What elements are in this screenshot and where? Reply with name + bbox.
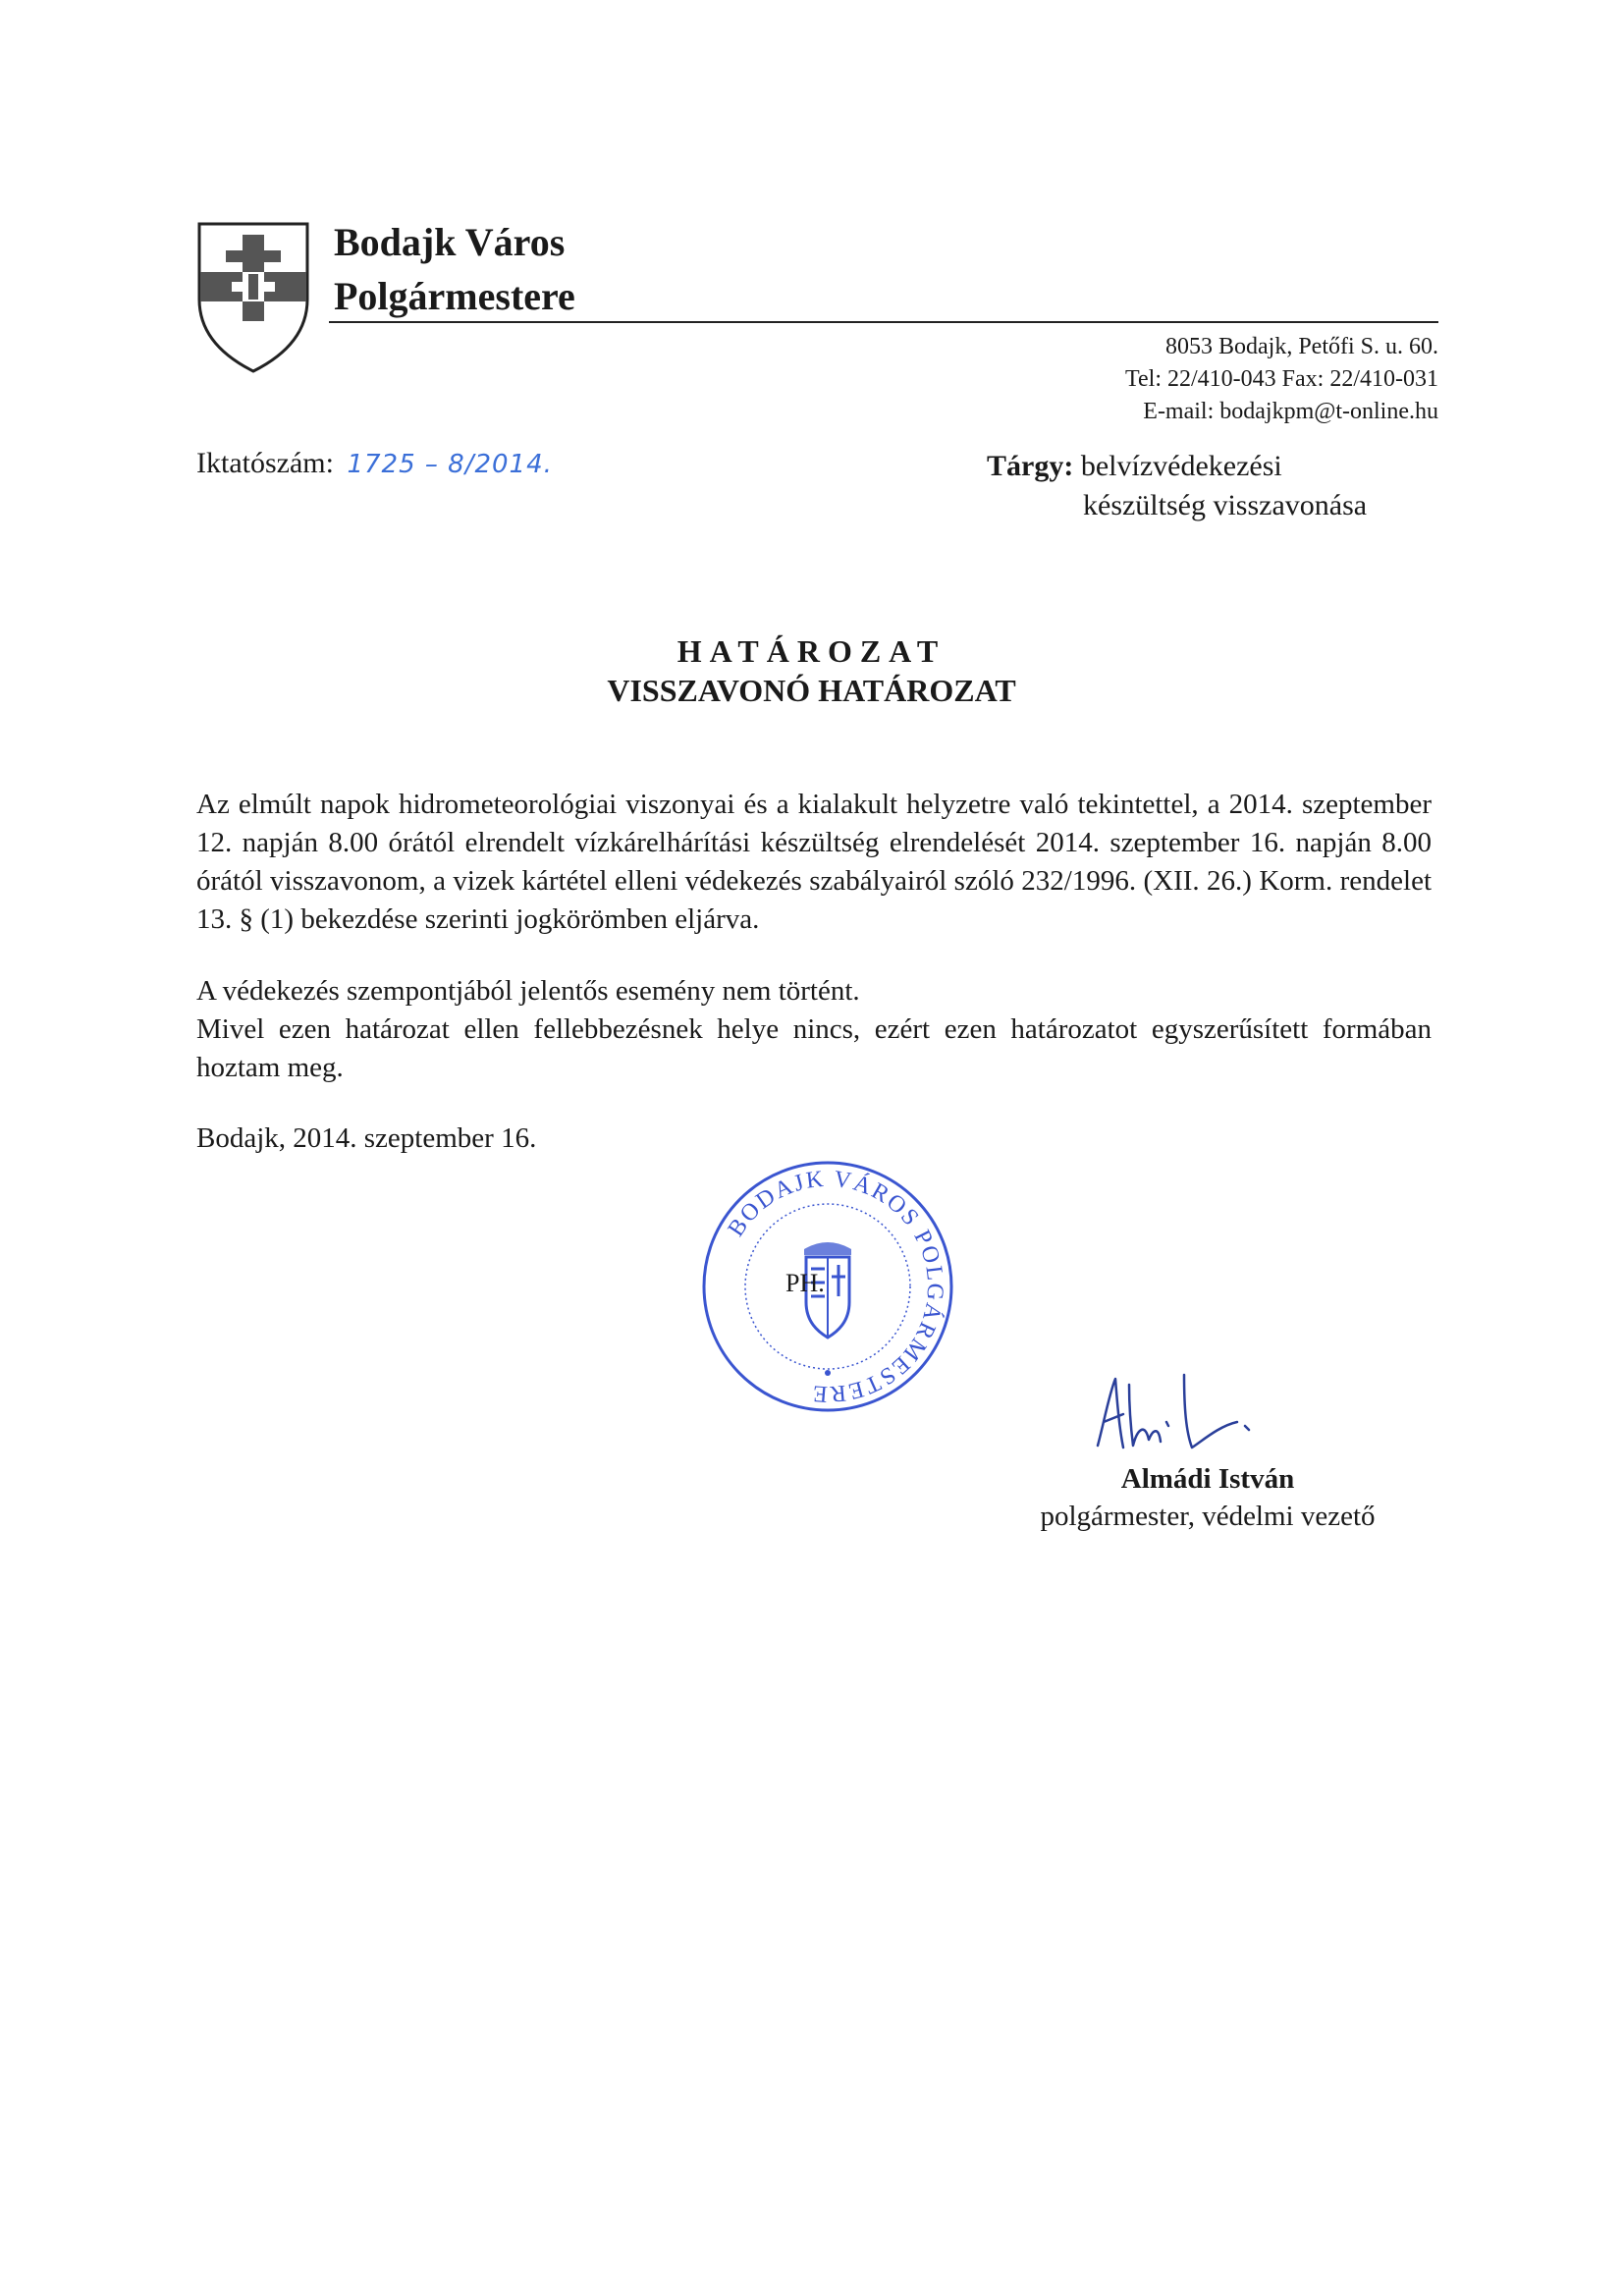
- official-stamp-icon: [700, 1159, 955, 1414]
- reference-number: [196, 447, 553, 480]
- email: E-mail: bodajkpm@t-online.hu: [1143, 399, 1438, 424]
- address: 8053 Bodajk, Petőfi S. u. 60.: [1164, 334, 1438, 359]
- stamp-text: BODAJK VÁROS POLGÁRMESTERE: [723, 1166, 948, 1407]
- coat-of-arms-icon: [196, 221, 310, 374]
- ph-label: PH.: [785, 1269, 825, 1297]
- reference-label: Iktatószám:: [196, 447, 334, 479]
- phone-fax: Tel: 22/410-043 Fax: 22/410-031: [1125, 366, 1438, 392]
- body-paragraph-2-line2: Mivel ezen határozat ellen fellebbezésnek helye nincs, ezért ezen határozatot egyszerűsített formában hoztam meg.: [196, 1013, 1432, 1083]
- body-paragraph-1: Az elmúlt napok hidrometeorológiai viszonyai és a kialakult helyzetre való tekintettel, a 2014. szeptember 12. napján 8.00 órától elrendelt vízkárelhárítási készültség elrendelését 2014. szeptember 16. napján 8.00 órától visszavonom, a vizek kártétel elleni védekezés szabályairól szóló 232/1996. (XII. 26.) Korm. rendelet 13. § (1) bekezdése szerinti jogkörömben eljárva.: [196, 789, 1432, 935]
- body-paragraph-2: [196, 972, 1432, 1087]
- subject-line1: belvízvédekezési: [1080, 450, 1282, 482]
- signer-name: Almádi István: [1120, 1463, 1295, 1495]
- document-subtitle: VISSZAVONÓ HATÁROZAT: [607, 673, 1016, 708]
- contact-block: [1125, 331, 1438, 428]
- subject-block: [987, 447, 1367, 525]
- subject-line2: készültség visszavonása: [1083, 489, 1368, 521]
- org-name: Bodajk Város: [334, 220, 566, 264]
- org-title: Polgármestere: [334, 274, 575, 318]
- reference-handwritten-number: 1725 – 8/2014.: [347, 450, 553, 479]
- handwritten-signature: [1090, 1365, 1267, 1463]
- subject-label: Tárgy:: [987, 450, 1074, 482]
- date-line: Bodajk, 2014. szeptember 16.: [196, 1122, 537, 1154]
- document-title: HATÁROZAT: [676, 633, 947, 669]
- body-paragraph-2-line1: A védekezés szempontjából jelentős esemény nem történt.: [196, 975, 860, 1007]
- svg-text:BODAJK VÁROS POLGÁRMESTERE: [724, 1167, 948, 1407]
- signer-role: polgármester, védelmi vezető: [1040, 1501, 1376, 1532]
- letterhead-divider: [329, 321, 1438, 323]
